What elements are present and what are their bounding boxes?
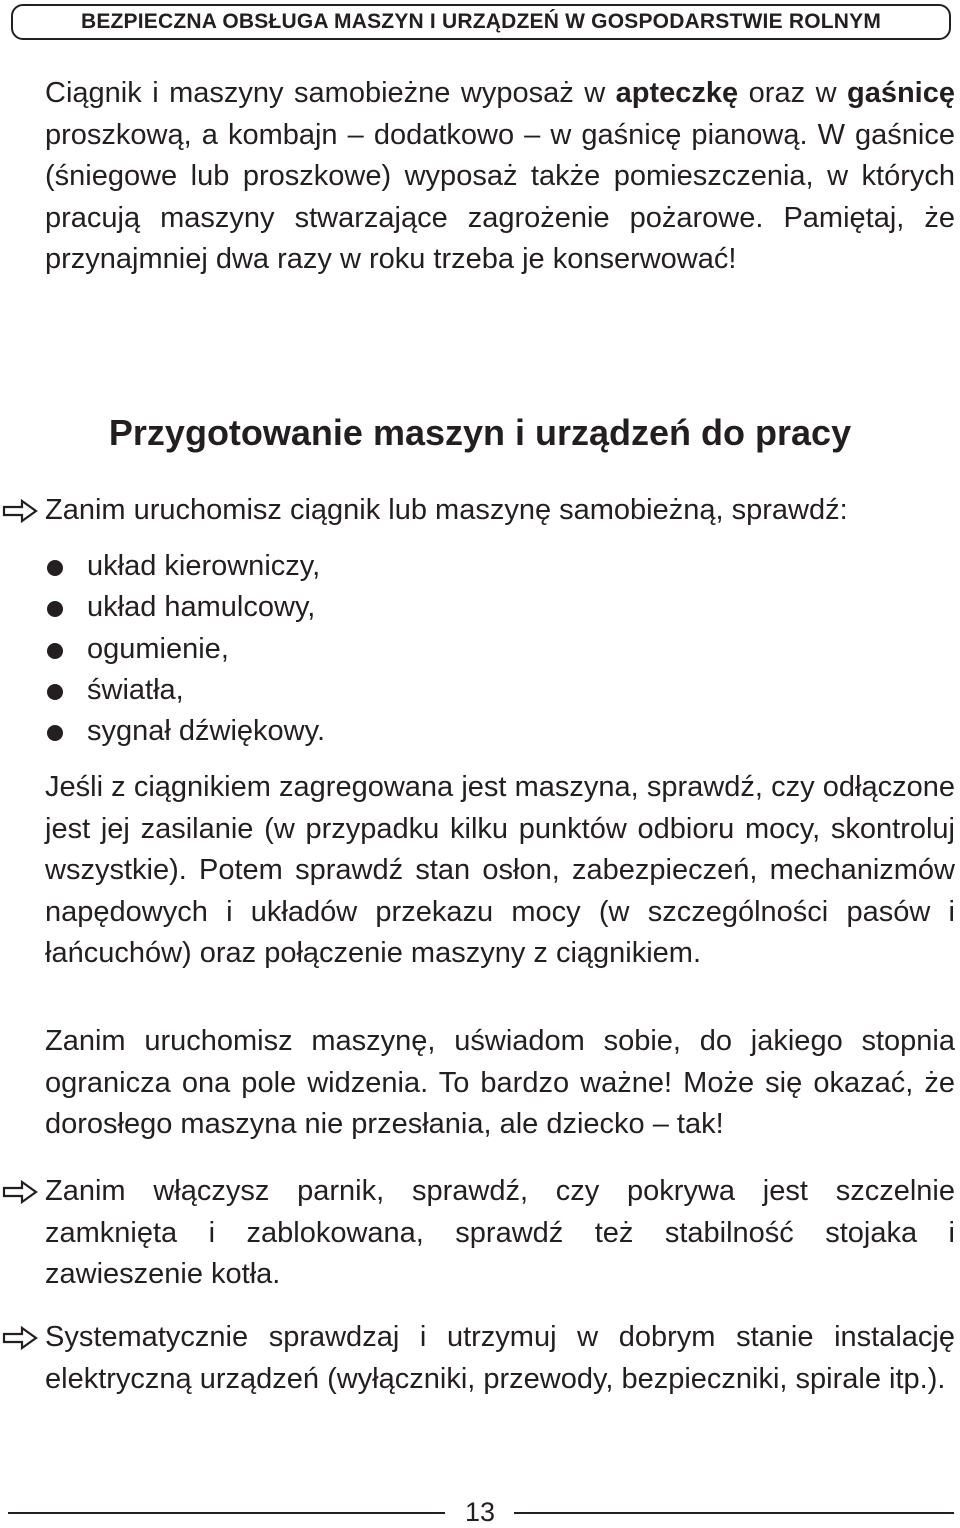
page-number: 13 (464, 1497, 496, 1527)
intro-text-2: oraz w (738, 77, 847, 109)
visibility-paragraph: Zanim uruchomisz maszynę, uświadom sobie, do jakiego stopnia ogranicza ona pole widzenia. To bardzo ważne! Może się okazać, że dorosłego maszyna nie przesłania, ale dziecko – tak! (45, 1025, 955, 1140)
footer-rule-left (8, 1512, 445, 1514)
machine-paragraph: Jeśli z ciągnikiem zagregowana jest maszyna, sprawdź, czy odłączone jest jej zasilanie (w przypadku kilku punktów odbioru mocy, skontroluj wszystkie). Potem sprawdź stan osłon, zabezpieczeń, mechanizmów napędowych i układów przekazu mocy (w szczególności pasów i łańcuchów) oraz połączenie maszyny z ciągnikiem. (45, 771, 955, 969)
section-title: Przygotowanie maszyn i urządzeń do pracy (108, 412, 852, 453)
footer-rule-right (514, 1512, 954, 1514)
bullet-icon (47, 725, 63, 741)
bullet-icon (47, 601, 63, 617)
list-item: ogumienie, (45, 629, 325, 670)
list-item: układ kierowniczy, (45, 546, 325, 587)
bullet-icon (47, 643, 63, 659)
electrical-paragraph: Systematycznie sprawdzaj i utrzymuj w dobrym stanie instalację elektryczną urządzeń (wyłączniki, przewody, bezpieczniki, spirale itp.). (45, 1321, 955, 1395)
check-list (45, 546, 325, 752)
intro-bold-extinguisher: gaśnicę (847, 77, 955, 109)
list-item: układ hamulcowy, (45, 587, 325, 628)
intro-bold-first-aid-kit: apteczkę (615, 77, 739, 109)
right-arrow-icon (2, 1180, 38, 1204)
bullet-icon (47, 684, 63, 700)
running-header-title: BEZPIECZNA OBSŁUGA MASZYN I URZĄDZEŃ W GOSPODARSTWIE ROLNYM (80, 10, 882, 33)
list-item: światła, (45, 670, 325, 711)
bullet-icon (47, 560, 63, 576)
right-arrow-icon (2, 1326, 38, 1350)
intro-text-1: Ciągnik i maszyny samobieżne wyposaż w (45, 77, 616, 109)
list-item: sygnał dźwiękowy. (45, 711, 325, 752)
intro-paragraph (45, 73, 955, 281)
steamer-paragraph: Zanim włączysz parnik, sprawdź, czy pokrywa jest szczelnie zamknięta i zablokowana, sprawdź też stabilność stojaka i zawieszenie kotła. (45, 1175, 955, 1290)
check-intro: Zanim uruchomisz ciągnik lub maszynę samobieżną, sprawdź: (45, 494, 848, 526)
intro-text-3: proszkową, a kombajn – dodatkowo – w gaśnicę pianową. W gaśnice (śniegowe lub proszkowe) wyposaż także pomieszczenia, w których pracują maszyny stwarzające zagrożenie pożarowe. Pamiętaj, że przynajmniej dwa razy w roku trzeba je konserwować! (45, 118, 955, 275)
running-header (11, 4, 951, 40)
right-arrow-icon (2, 499, 38, 523)
